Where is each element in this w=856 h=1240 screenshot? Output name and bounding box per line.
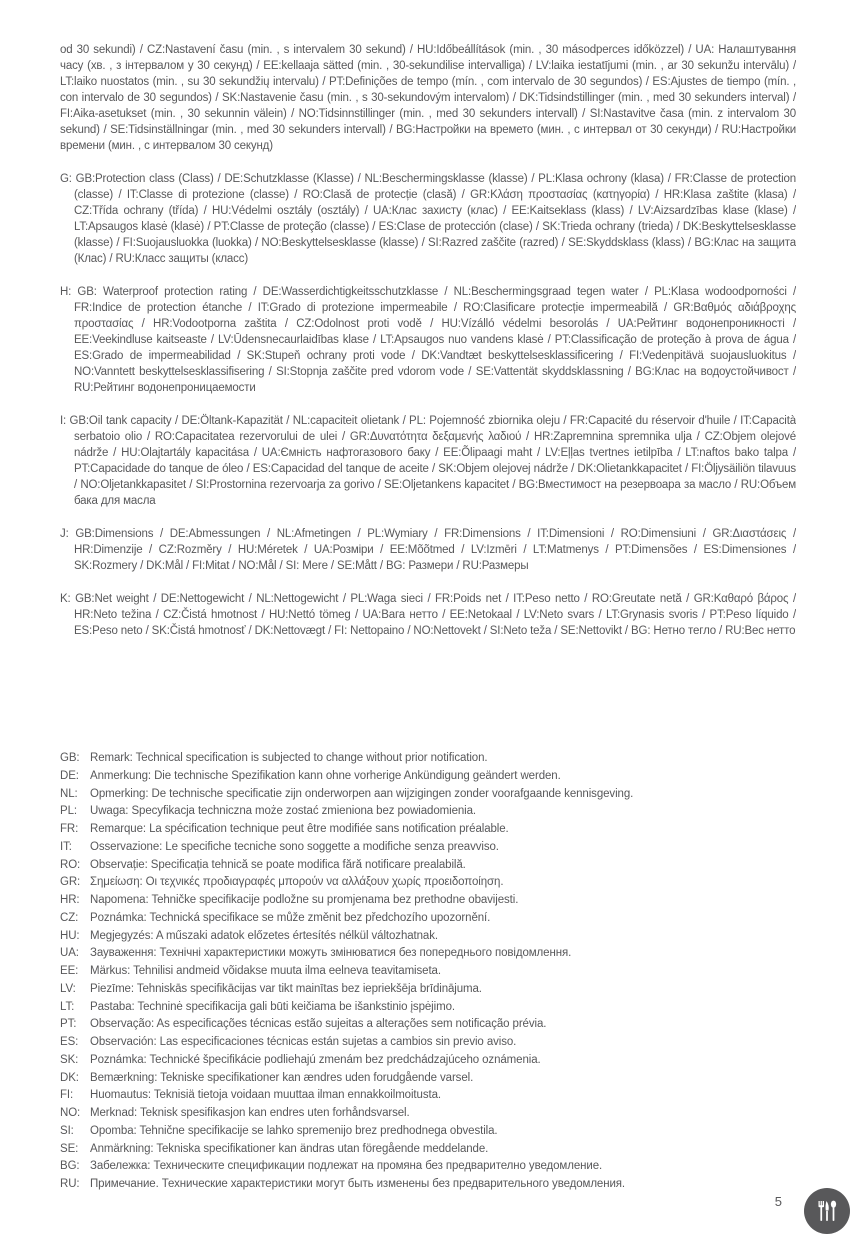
- spec-paragraph-text: GB:Oil tank capacity / DE:Öltank-Kapazität / NL:capaciteit olietank / PL: Pojemność zbiornika oleju / FR:Capacité du réservoir d'huile / IT:Capacità serbatoio olio / RO:Capacitatea rezervorului de ulei / GR:Δυνατότητα δεξαμενής λαδιού / HR:Zapremnina spremnika ulja / CZ:Objem olejové nádrže / HU:Olajtartály kapacitása / UA:Ємність нафтогазового баку / EE:Õlipaagi maht / LV:Eļļas tvertnes ietilpība / LT:naftos bako talpa / PT:Capacidade do tanque de óleo / ES:Capacidad del tanque de aceite / SK:Objem olejovej nádrže / DK:Olietankkapacitet / FI:Öljysäiliön tilavuus / NO:Oljetankkapasitet / SI:Prostornina rezervoarja za gorivo / SE:Oljetankens kapacitet / BG:Вместимост на резервоара за масло / RU:Объем бака для масла: [69, 415, 796, 507]
- remark-line: [60, 1070, 820, 1088]
- remark-line: [60, 768, 820, 786]
- spec-paragraph: [60, 413, 796, 509]
- remark-language-code: BG:: [60, 1160, 80, 1173]
- remark-language-code: DE:: [60, 769, 79, 782]
- spec-paragraph-text: GB:Net weight / DE:Nettogewicht / NL:Nettogewicht / PL:Waga sieci / FR:Poids net / IT:Peso netto / RO:Greutate netă / GR:Καθαρό βάρος / HR:Neto težina / CZ:Čistá hmotnost / HU:Nettó tömeg / UA:Вага нетто / EE:Netokaal / LV:Neto svars / LT:Grynasis svoris / PT:Peso líquido / ES:Peso neto / SK:Čistá hmotnosť / DK:Nettovægt / FI: Nettopaino / NO:Nettovekt / SI:Neto teža / SE:Nettovikt / BG: Нетно тегло / RU:Вес нетто: [74, 593, 796, 637]
- remark-language-code: RU:: [60, 1178, 80, 1190]
- remark-line: [60, 910, 820, 928]
- spec-letter-label: J:: [60, 528, 69, 540]
- remark-language-code: GR:: [60, 876, 81, 889]
- remark-text: Märkus: Tehnilisi andmeid võidakse muuta ilma eelneva teavitamiseta.: [90, 965, 441, 977]
- remark-language-code: HR:: [60, 894, 80, 906]
- remark-text: Pastaba: Techninė specifikacija gali būti keičiama be išankstinio įspėjimo.: [90, 1000, 455, 1013]
- remark-line: [60, 1034, 820, 1052]
- remark-language-code: SE:: [60, 1142, 79, 1155]
- remark-text: Bemærkning: Tekniske specifikationer kan ændres uden forudgående varsel.: [90, 1071, 474, 1084]
- remark-text: Remark: Technical specification is subjected to change without prior notification.: [90, 752, 488, 764]
- spec-letter-label: K:: [60, 593, 71, 605]
- remark-line: [60, 786, 820, 804]
- cutlery-icon: [812, 1196, 842, 1226]
- remark-line: [60, 803, 820, 821]
- remark-text: Примечание. Технические характеристики могут быть изменены без предварительного уведомления.: [90, 1178, 626, 1190]
- remark-language-code: RO:: [60, 858, 81, 871]
- remark-line: [60, 1176, 820, 1194]
- spec-paragraph-text: GB: Waterproof protection rating / DE:Wasserdichtigkeitsschutzklasse / NL:Beschermingsgraad tegen water / PL:Klasa wodoodporności / FR:Indice de protection étanche / IT:Grado di protezione impermeabile / RO:Clasificare protecție impermeabilă / GR:Βαθμός αδιάβροχης προστασίας / HR:Vodootporna zaštita / CZ:Odolnost proti vodě / HU:Vízálló védelmi besorolás / UA:Рейтинг водонепроникності / EE:Veekindluse kaitseaste / LV:Ūdensnecaurlaidības klase / LT:Apsaugos nuo vandens klasė / PT:Classificação de proteção à prova de água / ES:Grado de impermeabilidad / SK:Stupeň ochrany proti vode / DK:Vandtæt beskyttelsesklassificering / FI:Vedenpitävä suojausluokitus / NO:Vanntett beskyttelsesklassifisering / SI:Stopnja zaščite pred vdorom vode / SE:Vattentät skyddsklassning / BG:Клас на водоустойчивост / RU:Рейтинг водонепроницаемости: [74, 286, 796, 394]
- remark-text: Observação: As especificações técnicas estão sujeitas a alterações sem notificação prévia.: [90, 1018, 547, 1031]
- remark-line: [60, 1105, 820, 1123]
- remark-line: [60, 892, 820, 910]
- remark-line: [60, 750, 820, 768]
- spec-letter-label: I:: [60, 415, 67, 427]
- remark-line: [60, 1052, 820, 1070]
- remark-line: [60, 928, 820, 946]
- spec-definitions-section: [60, 42, 796, 656]
- remark-text: Osservazione: Le specifiche tecniche sono soggette a modifiche senza preavviso.: [90, 840, 499, 853]
- remarks-list: [60, 750, 820, 1194]
- remark-line: [60, 963, 820, 981]
- remark-text: Anmerkung: Die technische Spezifikation kann ohne vorherige Ankündigung geändert werden.: [90, 769, 561, 782]
- remark-line: [60, 1087, 820, 1105]
- spec-letter-label: G:: [60, 173, 72, 185]
- remark-text: Opomba: Tehnične specifikacije se lahko spremenijo brez predhodnega obvestila.: [90, 1124, 498, 1137]
- remark-language-code: LT:: [60, 1000, 75, 1013]
- remark-line: [60, 1158, 820, 1176]
- remark-text: Зауваження: Технічні характеристики можуть змінюватися без попереднього повідомлення.: [90, 947, 572, 960]
- remark-text: Poznámka: Technická specifikace se může změnit bez předchozího upozornění.: [90, 911, 491, 924]
- remark-language-code: FI:: [60, 1089, 74, 1102]
- remark-text: Σημείωση: Οι τεχνικές προδιαγραφές μπορούν να αλλάξουν χωρίς προειδοποίηση.: [90, 876, 504, 889]
- remark-line: [60, 1016, 820, 1034]
- remark-language-code: LV:: [60, 982, 76, 995]
- remark-text: Poznámka: Technické špecifikácie podliehajú zmenám bez predchádzajúceho oznámenia.: [90, 1053, 541, 1066]
- remark-language-code: GB:: [60, 752, 80, 764]
- remark-text: Remarque: La spécification technique peut être modifiée sans notification préalable.: [90, 823, 509, 835]
- paragraph-time-settings: od 30 sekundi) / CZ:Nastavení času (min. , s intervalem 30 sekund) / HU:Időbeállítások (min. , 30 másodperces időközzel) / UA: Налаштування часу (хв. , з інтервалом у 30 секунд) / EE:kellaaja sätted (min. , 30-sekundilise intervalliga) / LV:laika iestatījumi (min. , ar 30 sekunžu intervālu) / LT:laiko nuostatos (min. , su 30 sekundžių intervalu) / PT:Definições de tempo (mín. , com intervalo de 30 segundos) / ES:Ajustes de tiempo (mín. , con intervalo de 30 segundos) / SK:Nastavenie času (min. , s 30-sekundovým intervalom) / DK:Tidsindstillinger (min. , med 30 sekunders interval) / FI:Aika-asetukset (min. , 30 sekunnin välein) / NO:Tidsinnstillinger (min. , med 30 sekunders intervall) / SI:Nastavitve časa (min. z intervalom 30 sekund) / SE:Tidsinställningar (min. , med 30 sekunders intervall) / BG:Настройки на времето (мин. , с интервал от 30 секунди) / RU:Настройки времени (мин. , с интервалом 30 секунд): [60, 44, 796, 152]
- remark-language-code: PT:: [60, 1018, 77, 1031]
- remark-text: Napomena: Tehničke specifikacije podložne su promjenama bez prethodne obavijesti.: [90, 894, 519, 906]
- brand-logo-badge: [804, 1188, 850, 1234]
- remark-language-code: UA:: [60, 947, 79, 960]
- remark-language-code: HU:: [60, 929, 80, 942]
- remark-language-code: ES:: [60, 1036, 79, 1048]
- remark-line: [60, 821, 820, 839]
- remark-language-code: NL:: [60, 787, 78, 800]
- spec-paragraph: [60, 526, 796, 574]
- remark-text: Observație: Specificația tehnică se poate modifica fără notificare prealabilă.: [90, 858, 466, 871]
- remark-line: [60, 945, 820, 963]
- remark-language-code: EE:: [60, 965, 79, 977]
- remark-language-code: SK:: [60, 1053, 79, 1066]
- remark-text: Uwaga: Specyfikacja techniczna może zostać zmieniona bez powiadomienia.: [90, 805, 477, 818]
- remark-line: [60, 1123, 820, 1141]
- remark-language-code: SI:: [60, 1124, 74, 1137]
- page-number: 5: [774, 1194, 782, 1209]
- remark-text: Observación: Las especificaciones técnicas están sujetas a cambios sin previo aviso.: [90, 1036, 517, 1048]
- remark-line: [60, 857, 820, 875]
- remark-language-code: DK:: [60, 1071, 79, 1084]
- remark-language-code: FR:: [60, 823, 79, 835]
- remark-text: Merknad: Teknisk spesifikasjon kan endres uten forhåndsvarsel.: [90, 1107, 410, 1119]
- remark-line: [60, 999, 820, 1017]
- spec-items-list: [60, 171, 796, 639]
- remark-language-code: NO:: [60, 1107, 81, 1119]
- remark-language-code: CZ:: [60, 911, 79, 924]
- spec-paragraph-text: GB:Dimensions / DE:Abmessungen / NL:Afmetingen / PL:Wymiary / FR:Dimensions / IT:Dimensioni / RO:Dimensiuni / GR:Διαστάσεις / HR:Dimenzije / CZ:Rozměry / HU:Méretek / UA:Розміри / EE:Mõõtmed / LV:Izmēri / LT:Matmenys / PT:Dimensões / ES:Dimensiones / SK:Rozmery / DK:Mål / FI:Mitat / NO:Mål / SI: Mere / SE:Mått / BG: Размери / RU:Размеры: [74, 528, 796, 572]
- remark-line: [60, 874, 820, 892]
- remark-text: Megjegyzés: A műszaki adatok előzetes értesítés nélkül változhatnak.: [90, 929, 438, 942]
- spec-paragraph: [60, 284, 796, 396]
- spec-paragraph-text: GB:Protection class (Class) / DE:Schutzklasse (Klasse) / NL:Beschermingsklasse (klasse) / PL:Klasa ochrony (klasa) / FR:Classe de protection (classe) / IT:Classe di protezione (classe) / RO:Clasă de protecție (clasă) / GR:Κλάση προστασίας (κατηγορία) / HR:Klasa zaštite (klasa) / CZ:Třída ochrany (třída) / HU:Védelmi osztály (osztály) / UA:Клас захисту (клас) / EE:Kaitseklass (klass) / LV:Aizsardzības klase (klase) / LT:Apsaugos klasė (klasė) / PT:Classe de proteção (classe) / ES:Clase de protección (clase) / SK:Trieda ochrany (trieda) / DK:Beskyttelsesklasse (klasse) / FI:Suojausluokka (luokka) / NO:Beskyttelsesklasse (klasse) / SI:Razred zaščite (razred) / SE:Skyddsklass (klass) / BG:Клас на защита (Клас) / RU:Класс защиты (класс): [74, 173, 796, 265]
- remark-language-code: PL:: [60, 805, 77, 818]
- remark-text: Забележка: Техническите спецификации подлежат на промяна без предварително уведомление.: [90, 1160, 603, 1173]
- remark-text: Anmärkning: Tekniska specifikationer kan ändras utan föregående meddelande.: [90, 1142, 489, 1155]
- remark-language-code: IT:: [60, 840, 72, 853]
- spec-paragraph: [60, 171, 796, 267]
- remark-line: [60, 839, 820, 857]
- spec-paragraph: [60, 591, 796, 639]
- remark-line: [60, 1141, 820, 1159]
- remark-text: Huomautus: Teknisiä tietoja voidaan muuttaa ilman ennakkoilmoitusta.: [90, 1089, 441, 1102]
- remark-text: Piezīme: Tehniskās specifikācijas var tikt mainītas bez iepriekšēja brīdinājuma.: [90, 982, 482, 995]
- remark-text: Opmerking: De technische specificatie zijn onderworpen aan wijzigingen zonder voorafgaande kennisgeving.: [90, 787, 634, 800]
- spec-letter-label: H:: [60, 286, 72, 298]
- remark-line: [60, 981, 820, 999]
